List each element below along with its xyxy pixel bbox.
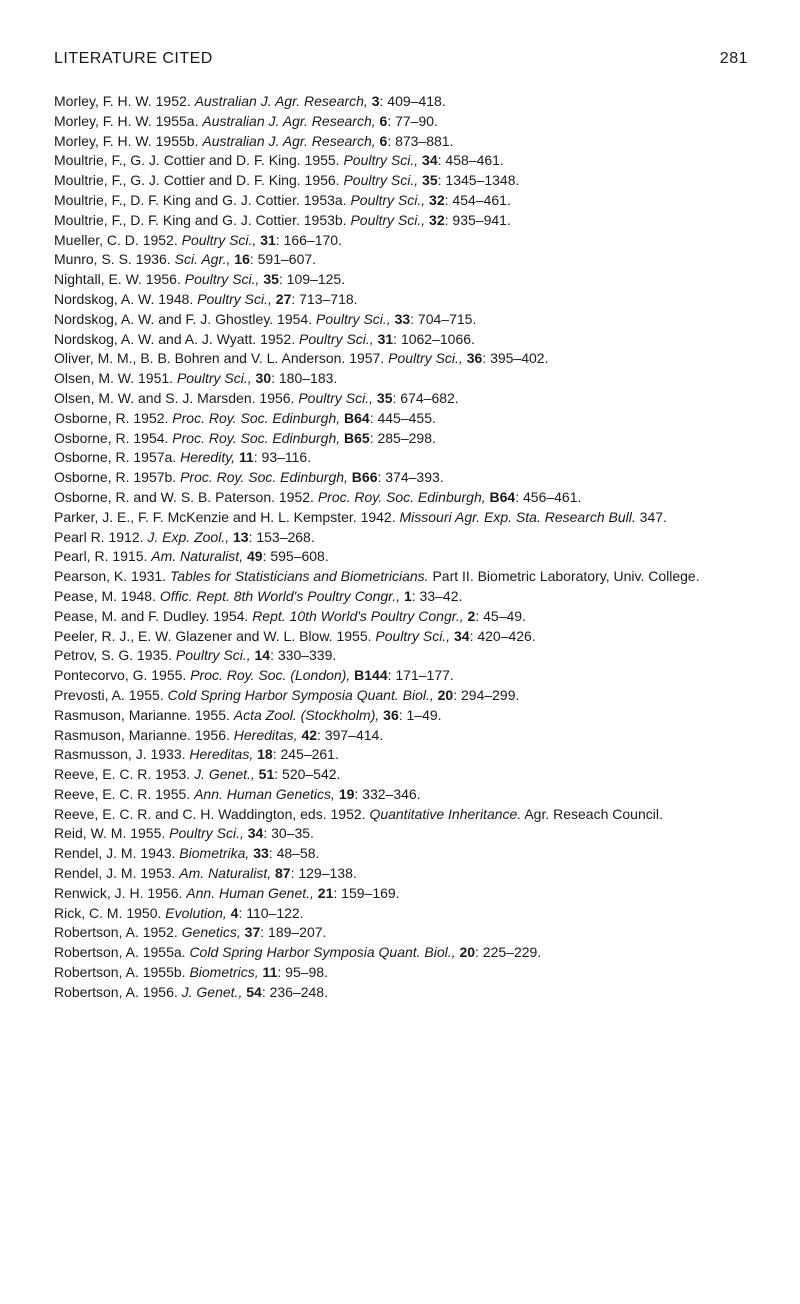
reference-post: : 159–169. — [333, 884, 400, 901]
reference-post: : 189–207. — [260, 924, 327, 941]
reference-journal: Biometrics, — [189, 964, 259, 981]
reference-vol: 33 — [390, 310, 411, 327]
reference-entry — [54, 409, 744, 429]
reference-post: : 454–461. — [444, 191, 511, 208]
reference-journal: Quantitative Inheritance. — [369, 805, 522, 822]
reference-journal: Proc. Roy. Soc. Edinburgh, — [172, 409, 341, 426]
reference-entry — [54, 231, 744, 251]
reference-pre: Pontecorvo, G. 1955. — [54, 667, 191, 684]
reference-entry — [54, 112, 744, 132]
reference-vol: 42 — [297, 726, 318, 743]
reference-journal: J. Exp. Zool., — [147, 528, 230, 545]
reference-journal: Evolution, — [165, 904, 227, 921]
reference-vol: 11 — [235, 449, 254, 466]
reference-journal: Hereditas, — [189, 746, 254, 763]
reference-vol: 16 — [230, 251, 250, 268]
reference-post: : 704–715. — [410, 310, 477, 327]
reference-entry — [54, 369, 744, 389]
reference-pre: Pease, M. and F. Dudley. 1954. — [54, 607, 253, 624]
reference-entry — [54, 310, 744, 330]
reference-journal: Poultry Sci., — [388, 350, 463, 367]
reference-journal: Offic. Rept. 8th World's Poultry Congr., — [159, 587, 401, 604]
reference-vol: 11 — [258, 964, 278, 981]
reference-pre: Olsen, M. W. and S. J. Marsden. 1956. — [54, 389, 299, 406]
reference-vol: 31 — [256, 231, 276, 248]
reference-journal: Poultry Sci., — [176, 370, 252, 387]
reference-post: : 45–49. — [475, 607, 526, 624]
reference-vol: 36 — [379, 706, 399, 723]
reference-post: : 395–402. — [482, 350, 549, 367]
reference-entry — [54, 528, 744, 548]
reference-post: : 236–248. — [261, 983, 328, 1000]
reference-vol: B65 — [340, 429, 370, 446]
reference-post: Agr. Reseach Council. — [521, 805, 663, 822]
reference-pre: Morley, F. H. W. 1955b. — [54, 132, 203, 149]
reference-post: : 93–116. — [253, 449, 312, 466]
reference-vol: 3 — [367, 93, 380, 109]
reference-journal: Poultry Sci., — [343, 172, 419, 189]
reference-entry — [54, 488, 744, 508]
reference-pre: Pease, M. 1948. — [54, 587, 160, 604]
reference-pre: Robertson, A. 1955a. — [54, 944, 190, 961]
reference-journal: Biometrika, — [179, 845, 250, 862]
reference-journal: Missouri Agr. Exp. Sta. Research Bull. — [399, 508, 636, 525]
reference-pre: Morley, F. H. W. 1955a. — [54, 112, 203, 129]
reference-entry — [54, 191, 744, 211]
reference-pre: Osborne, R. 1954. — [54, 429, 173, 446]
reference-vol: B64 — [340, 409, 370, 426]
reference-post: : 713–718. — [291, 290, 358, 307]
reference-vol: 35 — [418, 172, 438, 189]
reference-post: : 445–455. — [369, 409, 436, 426]
reference-pre: Pearson, K. 1931. — [54, 568, 170, 585]
reference-post: : 33–42. — [411, 587, 463, 604]
reference-pre: Pearl, R. 1915. — [54, 548, 152, 565]
reference-post: : 873–881. — [387, 132, 454, 149]
reference-pre: Osborne, R. 1952. — [54, 409, 173, 426]
reference-post: : 591–607. — [249, 251, 317, 268]
reference-entry — [54, 132, 744, 152]
reference-journal: Acta Zool. (Stockholm), — [233, 706, 380, 723]
reference-pre: Nightall, E. W. 1956. — [54, 271, 185, 288]
reference-entry — [54, 211, 744, 231]
reference-post: : 166–170. — [275, 231, 342, 248]
reference-pre: Reeve, E. C. R. 1955. — [54, 785, 195, 802]
reference-journal: Proc. Roy. Soc. (London), — [190, 667, 351, 684]
reference-vol: 32 — [425, 191, 445, 208]
reference-entry — [54, 824, 744, 844]
reference-pre: Nordskog, A. W. and F. J. Ghostley. 1954. — [54, 310, 316, 327]
reference-entry — [54, 884, 744, 904]
reference-entry — [54, 349, 744, 369]
reference-vol: 4 — [226, 904, 239, 921]
reference-entry — [54, 508, 744, 528]
reference-pre: Morley, F. H. W. 1952. — [54, 93, 195, 109]
reference-pre: Parker, J. E., F. F. McKenzie and H. L. Kempster. 1942. — [54, 508, 400, 525]
reference-post: : 409–418. — [379, 93, 446, 109]
reference-post: : 1–49. — [398, 706, 442, 723]
running-head — [54, 50, 748, 72]
reference-journal: Poultry Sci., — [184, 271, 260, 288]
reference-vol: 54 — [242, 983, 262, 1000]
reference-entry — [54, 547, 744, 567]
reference-journal: Poultry Sci., — [343, 152, 419, 169]
reference-entry — [54, 904, 744, 924]
reference-journal: Poultry Sci., — [169, 825, 244, 842]
reference-pre: Mueller, C. D. 1952. — [54, 231, 182, 248]
reference-vol: 20 — [455, 944, 476, 961]
reference-post: : 397–414. — [317, 726, 384, 743]
reference-pre: Oliver, M. M., B. B. Bohren and V. L. Anderson. 1957. — [54, 350, 389, 367]
reference-entry — [54, 468, 744, 488]
reference-vol: 2 — [463, 607, 476, 624]
reference-entry — [54, 864, 744, 884]
reference-pre: Moultrie, F., D. F. King and G. J. Cottier. 1953a. — [54, 191, 351, 208]
reference-journal: Poultry Sci., — [315, 310, 391, 327]
reference-entry — [54, 706, 744, 726]
reference-post: : 109–125. — [278, 271, 346, 288]
reference-entry — [54, 171, 744, 191]
reference-entry — [54, 151, 744, 171]
reference-journal: Ann. Human Genetics, — [194, 785, 335, 802]
reference-entry — [54, 389, 744, 409]
reference-pre: Peeler, R. J., E. W. Glazener and W. L. Blow. 1955. — [54, 627, 376, 644]
reference-entry — [54, 726, 744, 746]
reference-vol: 31 — [373, 330, 394, 347]
reference-entry — [54, 250, 744, 270]
reference-post: : 520–542. — [274, 766, 341, 783]
reference-entry — [54, 567, 744, 587]
reference-journal: Poultry Sci., — [299, 330, 374, 347]
reference-vol: 19 — [334, 785, 355, 802]
reference-post: : 153–268. — [248, 528, 315, 545]
reference-post: : 1345–1348. — [437, 172, 520, 189]
reference-pre: Osborne, R. and W. S. B. Paterson. 1952. — [54, 488, 318, 505]
reference-pre: Reid, W. M. 1955. — [54, 825, 170, 842]
reference-list — [54, 92, 744, 1003]
reference-journal: Poultry Sci., — [181, 231, 257, 248]
reference-vol: 36 — [462, 350, 483, 367]
reference-entry — [54, 844, 744, 864]
reference-vol: 87 — [271, 865, 291, 882]
reference-entry — [54, 607, 744, 627]
reference-entry — [54, 785, 744, 805]
reference-entry — [54, 270, 744, 290]
reference-entry — [54, 429, 744, 449]
reference-entry — [54, 290, 744, 310]
reference-post: : 674–682. — [392, 389, 459, 406]
reference-vol: 14 — [250, 647, 271, 664]
reference-pre: Petrov, S. G. 1935. — [54, 647, 176, 664]
reference-entry — [54, 587, 744, 607]
reference-pre: Nordskog, A. W. and A. J. Wyatt. 1952. — [54, 330, 299, 347]
reference-vol: 35 — [373, 389, 393, 406]
reference-post: : 935–941. — [444, 211, 511, 228]
reference-vol: B64 — [485, 488, 516, 505]
reference-entry — [54, 627, 744, 647]
reference-pre: Rasmuson, Marianne. 1955. — [54, 706, 234, 723]
reference-pre: Reeve, E. C. R. and C. H. Waddington, eds. 1952. — [54, 805, 370, 822]
reference-post: : 30–35. — [263, 825, 314, 842]
reference-post: : 245–261. — [272, 746, 339, 763]
reference-pre: Moultrie, F., D. F. King and G. J. Cottier. 1953b. — [54, 211, 351, 228]
reference-vol: B66 — [347, 469, 378, 486]
reference-pre: Osborne, R. 1957a. — [54, 449, 181, 466]
reference-vol: 1 — [400, 587, 412, 604]
reference-journal: Poultry Sci., — [197, 290, 272, 307]
reference-pre: Renwick, J. H. 1956. — [54, 884, 187, 901]
reference-post: : 129–138. — [290, 865, 357, 882]
reference-vol: 34 — [243, 825, 264, 842]
reference-post: Part II. Biometric Laboratory, Univ. College. — [428, 568, 700, 585]
reference-vol: 30 — [251, 370, 272, 387]
reference-vol: 6 — [375, 112, 388, 129]
reference-pre: Prevosti, A. 1955. — [54, 686, 168, 703]
reference-journal: Genetics, — [181, 924, 241, 941]
reference-journal: J. Genet., — [181, 983, 243, 1000]
reference-pre: Rick, C. M. 1950. — [54, 904, 166, 921]
reference-entry — [54, 765, 744, 785]
reference-journal: Poultry Sci., — [350, 211, 426, 228]
reference-post: : 374–393. — [377, 469, 444, 486]
reference-entry — [54, 666, 744, 686]
page-number: 281 — [719, 50, 748, 67]
reference-vol: 18 — [253, 746, 273, 763]
reference-entry — [54, 745, 744, 765]
reference-post: : 77–90. — [387, 112, 438, 129]
reference-vol: B144 — [350, 667, 388, 684]
reference-pre: Reeve, E. C. R. 1953. — [54, 766, 195, 783]
reference-journal: Cold Spring Harbor Symposia Quant. Biol., — [189, 944, 456, 961]
reference-entry — [54, 923, 744, 943]
reference-vol: 20 — [433, 686, 454, 703]
reference-pre: Osborne, R. 1957b. — [54, 469, 181, 486]
reference-entry — [54, 983, 744, 1003]
reference-pre: Rasmuson, Marianne. 1956. — [54, 726, 234, 743]
reference-journal: Am. Naturalist, — [179, 865, 272, 882]
reference-entry — [54, 330, 744, 350]
reference-vol: 51 — [254, 766, 275, 783]
reference-post: : 332–346. — [354, 785, 421, 802]
reference-pre: Olsen, M. W. 1951. — [54, 370, 177, 387]
reference-journal: Proc. Roy. Soc. Edinburgh, — [172, 429, 341, 446]
reference-vol: 6 — [375, 132, 388, 149]
reference-journal: Hereditas, — [233, 726, 298, 743]
reference-post: : 95–98. — [277, 964, 328, 981]
reference-journal: Cold Spring Harbor Symposia Quant. Biol., — [167, 686, 434, 703]
reference-journal: Proc. Roy. Soc. Edinburgh, — [317, 488, 486, 505]
reference-vol: 21 — [313, 884, 334, 901]
reference-post: : 330–339. — [270, 647, 337, 664]
reference-vol: 33 — [249, 845, 269, 862]
reference-vol: 37 — [240, 924, 261, 941]
reference-journal: Poultry Sci., — [298, 389, 374, 406]
reference-pre: Nordskog, A. W. 1948. — [54, 290, 198, 307]
reference-post: : 294–299. — [453, 686, 520, 703]
reference-journal: Poultry Sci., — [375, 627, 451, 644]
reference-pre: Munro, S. S. 1936. — [54, 251, 175, 268]
reference-pre: Rasmusson, J. 1933. — [54, 746, 190, 763]
reference-entry — [54, 646, 744, 666]
reference-vol: 32 — [425, 211, 445, 228]
reference-post: : 225–229. — [475, 944, 542, 961]
reference-post: : 456–461. — [515, 488, 582, 505]
reference-pre: Pearl R. 1912. — [54, 528, 148, 545]
reference-journal: Rept. 10th World's Poultry Congr., — [252, 607, 464, 624]
reference-journal: Sci. Agr., — [174, 251, 231, 268]
reference-journal: Australian J. Agr. Research, — [202, 132, 376, 149]
reference-journal: Australian J. Agr. Research, — [202, 112, 376, 129]
reference-journal: Poultry Sci., — [175, 647, 251, 664]
reference-journal: Proc. Roy. Soc. Edinburgh, — [180, 469, 348, 486]
reference-post: : 285–298. — [369, 429, 436, 446]
reference-post: 347. — [635, 508, 667, 525]
reference-journal: Poultry Sci., — [350, 191, 426, 208]
reference-post: : 458–461. — [437, 152, 504, 169]
reference-post: : 180–183. — [271, 370, 338, 387]
reference-journal: Heredity, — [180, 449, 236, 466]
reference-journal: Ann. Human Genet., — [186, 884, 314, 901]
reference-entry — [54, 963, 744, 983]
reference-vol: 49 — [243, 548, 263, 565]
reference-pre: Rendel, J. M. 1953. — [54, 865, 180, 882]
reference-journal: Am. Naturalist, — [151, 548, 244, 565]
reference-vol: 27 — [271, 290, 292, 307]
reference-pre: Moultrie, F., G. J. Cottier and D. F. King. 1956. — [54, 172, 344, 189]
reference-post: : 595–608. — [262, 548, 329, 565]
reference-vol: 34 — [450, 627, 470, 644]
reference-post: : 1062–1066. — [393, 330, 475, 347]
running-head-title: LITERATURE CITED — [54, 50, 213, 67]
reference-pre: Moultrie, F., G. J. Cottier and D. F. King. 1955. — [54, 152, 344, 169]
reference-entry — [54, 805, 744, 825]
reference-journal: Tables for Statisticians and Biometricians. — [169, 568, 429, 585]
reference-post: : 48–58. — [268, 845, 320, 862]
reference-pre: Rendel, J. M. 1943. — [54, 845, 180, 862]
reference-entry — [54, 686, 744, 706]
reference-post: : 110–122. — [238, 904, 304, 921]
reference-pre: Robertson, A. 1956. — [54, 983, 182, 1000]
reference-journal: J. Genet., — [194, 766, 255, 783]
reference-journal: Australian J. Agr. Research, — [194, 93, 368, 109]
reference-vol: 34 — [418, 152, 438, 169]
reference-pre: Robertson, A. 1955b. — [54, 964, 190, 981]
reference-vol: 35 — [259, 271, 279, 288]
reference-vol: 13 — [229, 528, 249, 545]
reference-post: : 171–177. — [387, 667, 454, 684]
reference-entry — [54, 92, 744, 112]
reference-post: : 420–426. — [469, 627, 536, 644]
reference-pre: Robertson, A. 1952. — [54, 924, 182, 941]
reference-entry — [54, 448, 744, 468]
reference-entry — [54, 943, 744, 963]
